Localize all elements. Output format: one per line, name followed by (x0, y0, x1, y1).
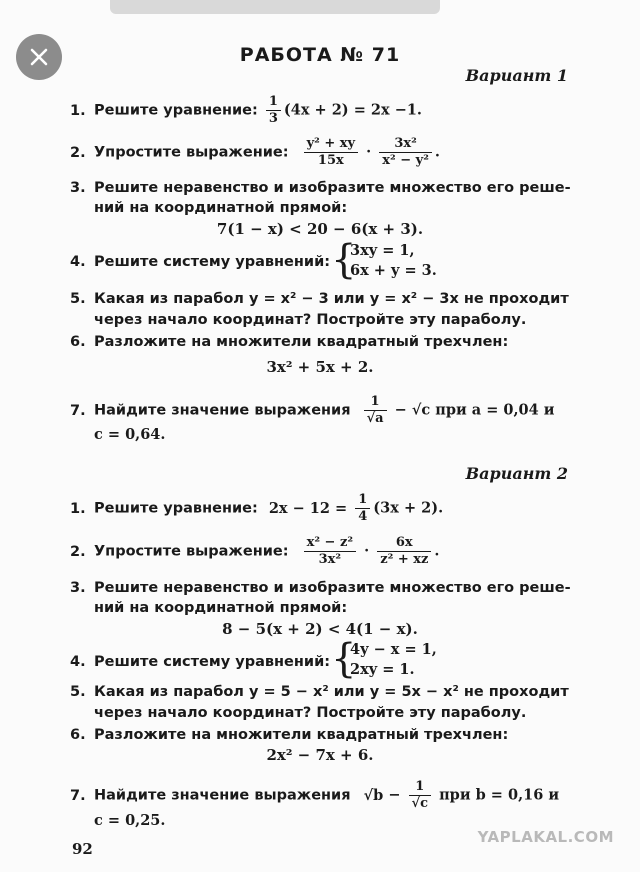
v2-q3-line2: ний на координатной прямой: (94, 600, 348, 616)
v2-q5-line2: через начало координат? Постройте эту параболу. (94, 705, 527, 721)
page-number: 92 (72, 840, 93, 858)
v1-q4: 4. Решите систему уравнений: (70, 254, 331, 270)
v1-q6-expression: 3x² + 5x + 2. (266, 358, 374, 376)
v2-q4-eq2: 2xy = 1. (350, 661, 415, 678)
v2-q6: 6. Разложите на множители квадратный трехчлен: (70, 727, 509, 743)
v1-q4-brace: { (331, 237, 357, 283)
v2-q5-line1: 5. Какая из парабол y = 5 − x² или y = 5x − x² не проходит (70, 684, 569, 700)
v1-q4-eq2: 6x + y = 3. (350, 262, 437, 279)
v1-q7-line2: c = 0,64. (94, 426, 166, 443)
v1-q5-line1: 5. Какая из парабол y = x² − 3 или y = x² − 3x не проходит (70, 291, 569, 307)
v2-q4-brace: { (331, 636, 357, 682)
v2-q2-fraction-1: $\frac{\text{x² − z²}}{\text{3x²}}$ (304, 535, 356, 568)
v2-q3-expression: 8 − 5(x + 2) < 4(1 − x). (222, 620, 418, 638)
v2-q1: 1. Решите уравнение: 2x − 12 = $\frac{1}{4}$ (3x + 2). (70, 492, 444, 524)
v2-q7-fraction: $\frac{1}{√c}$ (409, 779, 431, 812)
v1-q1: 1. Решите уравнение: $\frac{1}{3}$ (4x + 2) = 2x −1. (70, 94, 422, 126)
v1-q3-expression: 7(1 − x) < 20 − 6(x + 3). (216, 220, 424, 238)
v1-q6: 6. Разложите на множители квадратный трехчлен: (70, 334, 509, 350)
v1-q2-fraction-1: $\frac{\text{y² + xy}}{15x}$ (304, 136, 359, 169)
v2-q4: 4. Решите систему уравнений: (70, 654, 331, 670)
v1-q2-fraction-2: $\frac{\text{3x²}}{\text{x² − y²}}$ (379, 136, 432, 169)
variant-1-label: Вариант 1 (465, 66, 568, 85)
v2-q3-line1: 3. Решите неравенство и изобразите множество его реше- (70, 580, 571, 596)
v1-q7-fraction: $\frac{1}{√a}$ (364, 394, 387, 427)
page-title: РАБОТА № 71 (239, 44, 401, 66)
v2-q6-expression: 2x² − 7x + 6. (266, 746, 374, 764)
v2-q4-eq1: 4y − x = 1, (350, 641, 437, 658)
v1-q4-eq1: 3xy = 1, (350, 242, 415, 259)
v2-q2-fraction-2: $\frac{6x}{\text{z² + xz}}$ (377, 535, 431, 568)
v1-q3-line1: 3. Решите неравенство и изобразите множество его реше- (70, 180, 571, 196)
watermark: YAPLAKAL.COM (477, 828, 614, 846)
v1-q5-line2: через начало координат? Постройте эту параболу. (94, 312, 527, 328)
v1-q2: 2. Упростите выражение: $\frac{\text{y² + xy}}{15x}$ · $\frac{\text{3x²}}{\text{x² − y²}}$ . (70, 136, 440, 168)
v2-q2: 2. Упростите выражение: $\frac{\text{x² − z²}}{\text{3x²}}$ · $\frac{6x}{\text{z² + xz}}$ . (70, 535, 440, 567)
v2-q7: 7. Найдите значение выражения √b − $\frac{1}{√c}$ при b = 0,16 и (70, 779, 560, 811)
v2-q7-line2: c = 0,25. (94, 812, 166, 829)
top-bar (110, 0, 440, 14)
v1-q1-fraction: $\frac{1}{3}$ (266, 94, 281, 127)
variant-2-label: Вариант 2 (465, 464, 568, 483)
v2-q1-fraction: $\frac{1}{4}$ (355, 492, 370, 525)
v1-q3-line2: ний на координатной прямой: (94, 200, 348, 216)
v1-q7: 7. Найдите значение выражения $\frac{1}{√a}$ − √c при a = 0,04 и (70, 394, 555, 426)
